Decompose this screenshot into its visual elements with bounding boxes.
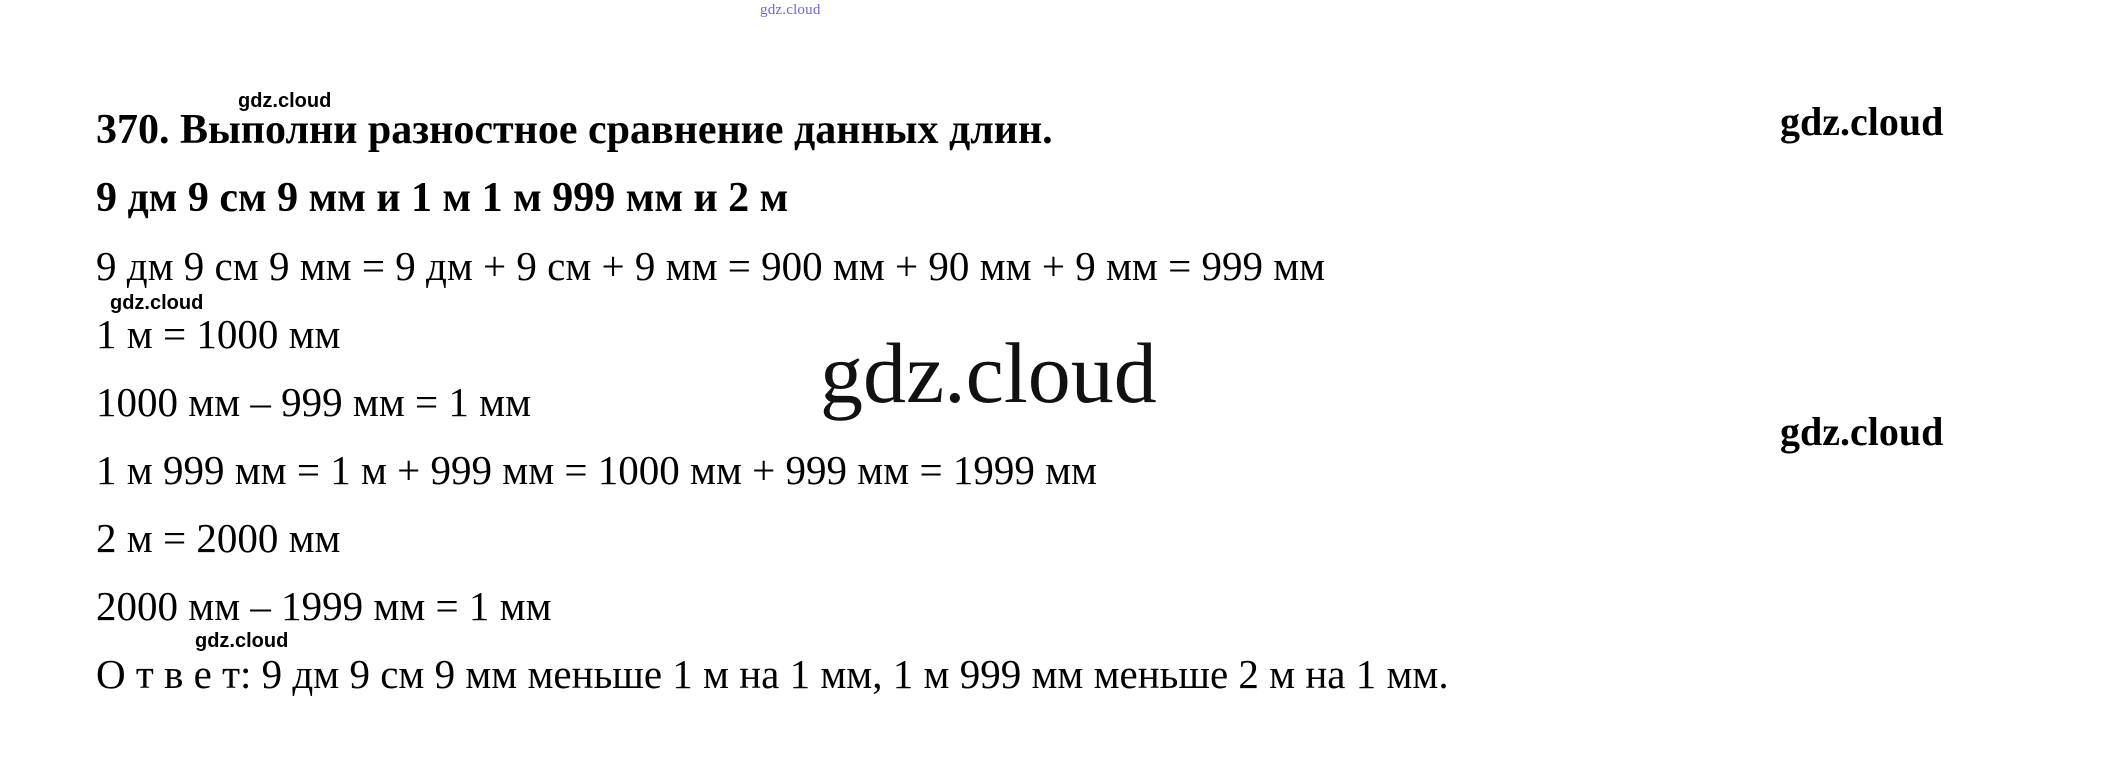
- solution-line-6: 2000 мм – 1999 мм = 1 мм: [96, 583, 552, 629]
- watermark-right-upper: gdz.cloud: [1780, 99, 1944, 144]
- task-number: 370.: [96, 107, 170, 153]
- page-title: Выполни разностное сравнение данных длин.: [180, 107, 1053, 153]
- answer-line: О т в е т: 9 дм 9 см 9 мм меньше 1 м на 1 мм, 1 м 999 мм меньше 2 м на 1 мм.: [96, 651, 1449, 697]
- watermark-center: gdz.cloud: [820, 325, 1157, 421]
- exercise-subtitle: 9 дм 9 см 9 мм и 1 м 1 м 999 мм и 2 м: [96, 175, 789, 221]
- watermark-right-lower: gdz.cloud: [1780, 409, 1944, 454]
- solution-line-5: 2 м = 2000 мм: [96, 515, 341, 561]
- watermark-small-1: gdz.cloud: [238, 90, 332, 112]
- solution-line-3: 1000 мм – 999 мм = 1 мм: [96, 379, 532, 425]
- watermark-small-3: gdz.cloud: [195, 630, 289, 652]
- exercise-title-line: [96, 96, 2036, 164]
- solution-line-2: 1 м = 1000 мм: [96, 311, 341, 357]
- watermark-top: gdz.cloud: [760, 2, 821, 18]
- solution-line-1: 9 дм 9 см 9 мм = 9 дм + 9 см + 9 мм = 900 мм + 90 мм + 9 мм = 999 мм: [96, 243, 1326, 289]
- watermark-small-2: gdz.cloud: [110, 292, 204, 314]
- solution-line-4: 1 м 999 мм = 1 м + 999 мм = 1000 мм + 999 мм = 1999 мм: [96, 447, 1097, 493]
